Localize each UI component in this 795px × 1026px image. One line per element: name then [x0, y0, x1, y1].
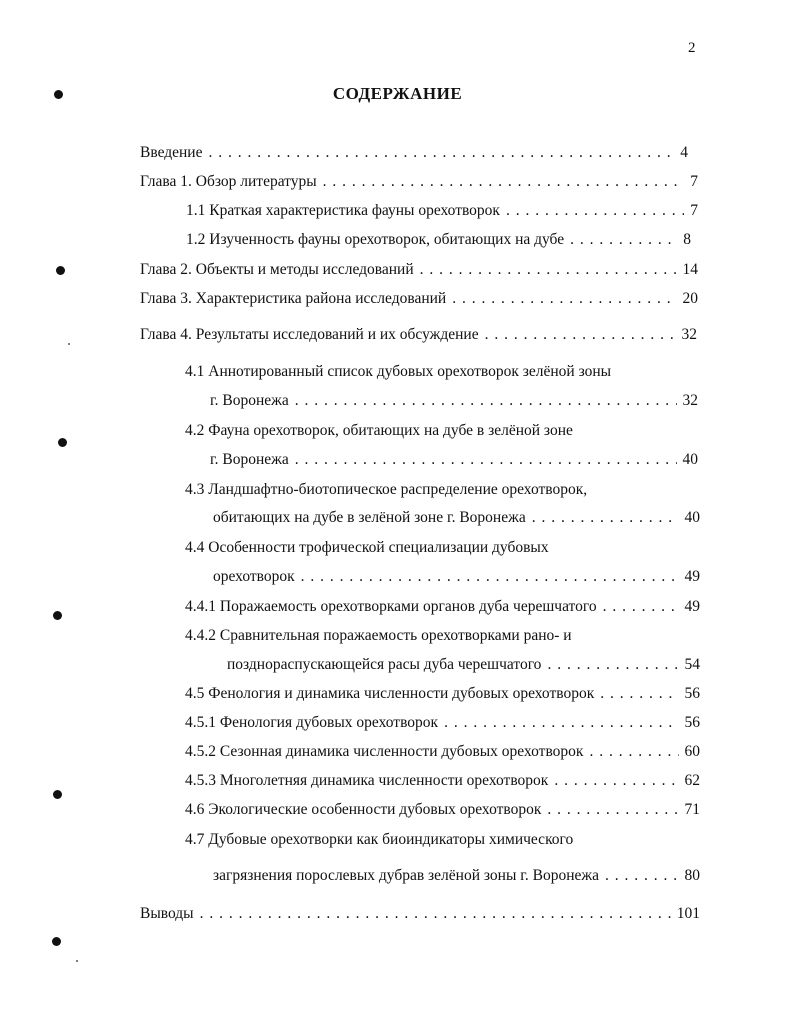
toc-entry-4-2-line1: 4.2 Фауна орехотворок, обитающих на дубе в зелёной зоне [185, 422, 573, 439]
dot-leader [444, 713, 678, 733]
dot-leader [452, 289, 676, 309]
binder-hole [54, 90, 63, 99]
toc-entry-text: Введение [140, 144, 203, 161]
toc-page-number: 14 [682, 261, 698, 278]
scan-speck [76, 960, 78, 962]
toc-entry-4-1-line1: 4.1 Аннотированный список дубовых орехотворок зелёной зоны [185, 363, 612, 380]
dot-leader [600, 684, 678, 704]
toc-entry-text: Глава 1. Обзор литературы [140, 173, 317, 190]
toc-entry-text: г. Воронежа [210, 451, 289, 468]
dot-leader [605, 866, 679, 886]
toc-page-number: 32 [682, 392, 698, 409]
toc-entry-chapter-2 [140, 260, 698, 280]
toc-entry-4-4-2-line1: 4.4.2 Сравнительная поражаемость орехотворками рано- и [185, 627, 572, 644]
toc-page-number: 101 [676, 905, 700, 922]
toc-entry-4-4-2 [227, 655, 700, 675]
dot-leader [570, 230, 677, 250]
binder-hole [56, 266, 65, 275]
toc-entry-text: 4.6 Экологические особенности дубовых орехотворок [185, 801, 542, 818]
scan-speck [68, 343, 70, 345]
toc-page-number: 62 [684, 772, 700, 789]
toc-entry-conclusions [140, 904, 700, 924]
toc-entry-text: 4.5.1 Фенология дубовых орехотворок [185, 714, 439, 731]
toc-entry-text: 4.5 Фенология и динамика численности дубовых орехотворок [185, 685, 595, 702]
dot-leader [554, 771, 678, 791]
toc-page-number: 56 [684, 714, 700, 731]
toc-entry-text: загрязнения порослевых дубрав зелёной зоны г. Воронежа [213, 867, 599, 884]
toc-page-number: 8 [683, 231, 691, 248]
dot-leader [301, 567, 679, 587]
toc-entry-text: Глава 3. Характеристика района исследований [140, 290, 447, 307]
toc-entry-text: 4.4.1 Поражаемость орехотворками органов дуба черешчатого [185, 598, 597, 615]
toc-entry-4-7-line1: 4.7 Дубовые орехотворки как биоиндикаторы химического [185, 831, 574, 848]
toc-entry-text: 1.1 Краткая характеристика фауны орехотворок [186, 202, 500, 219]
toc-page-number: 54 [684, 656, 700, 673]
toc-page-number: 20 [682, 290, 698, 307]
toc-page-number: 32 [681, 326, 697, 343]
toc-entry-4-2 [210, 450, 698, 470]
dot-leader [506, 201, 684, 221]
toc-page-number: 60 [684, 743, 700, 760]
dot-leader [603, 597, 679, 617]
binder-hole [53, 790, 62, 799]
toc-entry-4-3-line1: 4.3 Ландшафтно-биотопическое распределение орехотворок, [185, 481, 588, 498]
dot-leader [532, 508, 679, 528]
toc-entry-4-4 [213, 567, 700, 587]
toc-entry-chapter-3 [140, 289, 698, 309]
toc-entry-text: орехотворок [213, 568, 295, 585]
toc-entry-4-1 [210, 391, 698, 411]
toc-page-number: 7 [690, 173, 698, 190]
dot-leader [547, 655, 678, 675]
toc-entry-chapter-1 [140, 172, 698, 192]
toc-entry-4-6 [185, 800, 700, 820]
dot-leader [295, 450, 677, 470]
toc-entry-text: Выводы [140, 905, 194, 922]
dot-leader [295, 391, 677, 411]
dot-leader [323, 172, 685, 192]
toc-entry-text: г. Воронежа [210, 392, 289, 409]
binder-hole [58, 438, 67, 447]
toc-entry-4-5-3 [185, 771, 700, 791]
toc-entry-1-1 [186, 201, 698, 221]
dot-leader [485, 325, 676, 345]
toc-entry-4-5-2 [185, 742, 700, 762]
toc-entry-4-4-line1: 4.4 Особенности трофической специализации дубовых [185, 539, 549, 556]
toc-page-number: 56 [684, 685, 700, 702]
toc-page-number: 40 [684, 509, 700, 526]
toc-entry-4-3 [213, 508, 700, 528]
dot-leader [420, 260, 677, 280]
dot-leader [208, 143, 674, 163]
page-title: СОДЕРЖАНИЕ [332, 84, 463, 103]
binder-hole [53, 611, 62, 620]
toc-page-number: 80 [684, 867, 700, 884]
toc-page-number: 40 [682, 451, 698, 468]
dot-leader [589, 742, 678, 762]
toc-entry-text: 4.5.2 Сезонная динамика численности дубовых орехотворок [185, 743, 584, 760]
toc-entry-intro [140, 143, 688, 163]
toc-page-number: 49 [684, 568, 700, 585]
toc-page-number: 4 [680, 144, 688, 161]
toc-entry-4-4-1 [185, 597, 700, 617]
page-number: 2 [688, 40, 696, 56]
toc-page-number: 49 [684, 598, 700, 615]
toc-entry-4-5-1 [185, 713, 700, 733]
toc-entry-text: Глава 4. Результаты исследований и их обсуждение [140, 326, 479, 343]
toc-entry-text: 4.5.3 Многолетняя динамика численности орехотворок [185, 772, 549, 789]
toc-entry-text: 1.2 Изученность фауны орехотворок, обитающих на дубе [186, 231, 565, 248]
toc-entry-chapter-4 [140, 325, 697, 345]
dot-leader [547, 800, 678, 820]
dot-leader [200, 904, 671, 924]
toc-entry-1-2 [186, 230, 691, 250]
binder-hole [52, 937, 61, 946]
toc-entry-text: позднораспускающейся расы дуба черешчатого [227, 656, 542, 673]
toc-entry-text: обитающих на дубе в зелёной зоне г. Воронежа [213, 509, 526, 526]
toc-entry-text: Глава 2. Объекты и методы исследований [140, 261, 414, 278]
toc-page-number: 71 [684, 801, 700, 818]
toc-page-number: 7 [690, 202, 698, 219]
toc-entry-4-7 [213, 866, 700, 886]
toc-entry-4-5 [185, 684, 700, 704]
